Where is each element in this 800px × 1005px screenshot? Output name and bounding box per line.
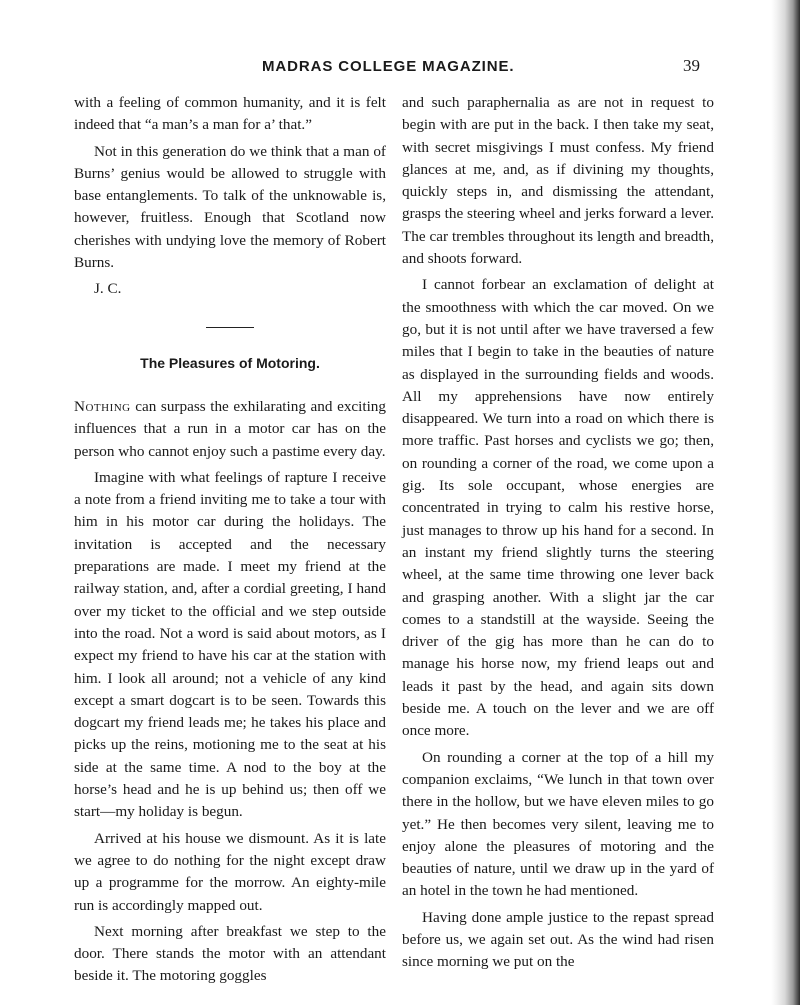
running-title: MADRAS COLLEGE MAGAZINE.: [262, 58, 515, 75]
paragraph: I cannot forbear an exclamation of delight at the smoothness with which the car moved. On we go, but it is not until after we have traversed a few miles that I begin to take in the beauties of nature as displayed in the surrounding fields and woods. All my apprehensions have now entirely disappeared. We turn into a road on which there is more traffic. Past horses and cyclists we go; then, on rounding a corner of the road, we come upon a gig. Its sole occupant, whose energies are concentrated in trying to calm his restive horse, just manages to throw up his hand for a second. In an instant my friend slightly turns the steering wheel, at the same time throwing one lever back and grasping another. With a slight jar the car comes to a standstill at the wayside. Seeing the driver of the gig has more than he can do to manage his horse now, my friend leaps out and leads it past by the head, and again sits down beside me. A touch on the lever and we are off once more.: [402, 276, 714, 740]
paragraph: Not in this generation do we think that a man of Burns’ genius would be allowed to struggle with base entanglements. To talk of the unknowable is, however, fruitless. Enough that Scotland now cherishes with undying love the memory of Robert Burns.: [74, 142, 386, 272]
paragraph: Arrived at his house we dismount. As it is late we agree to do nothing for the night except draw up a programme for the morrow. An eighty-mile run is accordingly mapped out.: [74, 829, 386, 914]
page-edge-shadow: [771, 0, 800, 1005]
right-column: [402, 92, 714, 974]
paragraph: Next morning after breakfast we step to the door. There stands the motor with an attendant beside it. The motoring goggles: [74, 922, 386, 985]
section-divider: [206, 327, 254, 328]
paragraph: On rounding a corner at the top of a hill my companion exclaims, “We lunch in that town over there in the hollow, but we have eleven miles to go yet.” He then becomes very silent, leaving me to enjoy alone the pleasures of motoring and the beauties of nature, until we draw up in the yard of an hotel in the town he had mentioned.: [402, 748, 714, 900]
page-number: 39: [683, 56, 700, 75]
author-signature: J. C.: [94, 280, 122, 298]
paragraph: Having done ample justice to the repast spread before us, we again set out. As the wind had risen since morning we put on the: [402, 908, 714, 971]
article-title: The Pleasures of Motoring.: [140, 354, 320, 371]
paragraph-text: can surpass the exhilarating and exciting influences that a run in a motor car has on the person who cannot enjoy such a pastime every day.: [74, 397, 386, 460]
paragraph: with a feeling of common humanity, and it is felt indeed that “a man’s a man for a’ that.”: [74, 94, 386, 134]
drop-word: Nothing: [74, 397, 131, 415]
left-column: [74, 92, 386, 988]
paragraph: Imagine with what feelings of rapture I receive a note from a friend inviting me to take a tour with him in his motor car during the holidays. The invitation is accepted and the necessary preparations are made. I meet my friend at the railway station, and, after a cordial greeting, I hand over my ticket to the official and we step outside into the road. Not a word is said about motors, as I expect my friend to have his car at the station with him. I look all around; not a vehicle of any kind except a smart dogcart is to be seen. Towards this dogcart my friend leads me; he takes his place and picks up the reins, motioning me to the seat at his side at the same time. A nod to the boy at the horse’s head and he is up behind us; then off we start—my holiday is begun.: [74, 468, 386, 821]
paragraph: and such paraphernalia as are not in request to begin with are put in the back. I then take my seat, with secret misgivings I must confess. My friend glances at me, and, as if divining my thoughts, quickly steps in, and dismissing the attendant, grasps the steering wheel and jerks forward a lever. The car trembles throughout its length and breadth, and shoots forward.: [402, 94, 714, 268]
opening-paragraph: [74, 396, 386, 463]
